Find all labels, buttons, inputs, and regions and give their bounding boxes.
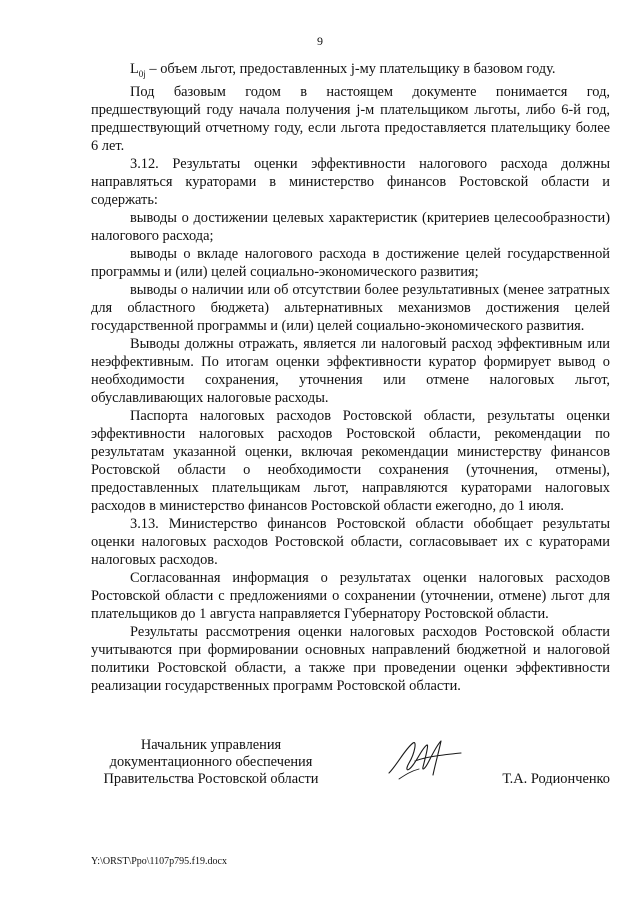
paragraph: выводы о вкладе налогового расхода в достижение целей государственной программы и (или) целей социально-экономического развития; <box>91 245 610 280</box>
paragraph: 3.12. Результаты оценки эффективности налогового расхода должны направляться кураторами в министерство финансов Ростовской области и содержать: <box>91 155 610 208</box>
paragraph: Паспорта налоговых расходов Ростовской области, результаты оценки эффективности налоговых расходов Ростовской области, рекомендации по результатам указанной оценки, включая рекомендации министерству финансов Ростовской области о необходимости сохранения (уточнения, отмены), предоставленных плательщикам льгот, направляются кураторами налоговых расходов в министерство финансов Ростовской области ежегодно, до 1 июля. <box>91 407 610 514</box>
handwritten-signature <box>385 735 465 785</box>
paragraph: Под базовым годом в настоящем документе понимается год, предшествующий году начала получения j-м плательщиком льготы, либо 6-й год, предшествующий отчетному году, если льгота предоставляется плательщику более 6 лет. <box>91 83 610 154</box>
paragraph <box>91 60 610 83</box>
paragraph: выводы о достижении целевых характеристик (критериев целесообразности) налогового расхода; <box>91 209 610 244</box>
signatory-name: Т.А. Родионченко <box>502 771 610 787</box>
document-body <box>91 60 610 695</box>
paragraph: Согласованная информация о результатах оценки налоговых расходов Ростовской области с предложениями о сохранении (уточнении, отмене) льгот для плательщиков до 1 августа направляется Губернатору Ростовской области. <box>91 569 610 622</box>
position-line: документационного обеспечения <box>109 754 313 770</box>
position-line: Правительства Ростовской области <box>103 771 319 787</box>
paragraph: выводы о наличии или об отсутствии более результативных (менее затратных для областного бюджета) альтернативных механизмов достижения целей государственной программы и (или) целей социально-экономического развития. <box>91 281 610 334</box>
paragraph: 3.13. Министерство финансов Ростовской области обобщает результаты оценки налоговых расходов Ростовской области, согласовывает их с кураторами налоговых расходов. <box>91 515 610 568</box>
paragraph: Выводы должны отражать, является ли налоговый расход эффективным или неэффективным. По итогам оценки эффективности куратор формирует вывод о необходимости сохранения, уточнения или отмене налоговых льгот, обуславливающих налоговые расходы. <box>91 335 610 406</box>
page-number: 9 <box>317 34 323 48</box>
signatory-position <box>91 737 331 788</box>
file-path: Y:\ORST\Ppo\1107p795.f19.docx <box>91 856 227 867</box>
formula-subscript: 0j <box>138 68 146 79</box>
position-line: Начальник управления <box>140 737 282 753</box>
formula-symbol: L <box>130 61 139 77</box>
formula-definition: – объем льгот, предоставленных j-му плательщику в базовом году. <box>145 61 556 77</box>
paragraph: Результаты рассмотрения оценки налоговых расходов Ростовской области учитываются при формировании основных направлений бюджетной и налоговой политики Ростовской области, а также при проведении оценки эффективности реализации государственных программ Ростовской области. <box>91 623 610 694</box>
